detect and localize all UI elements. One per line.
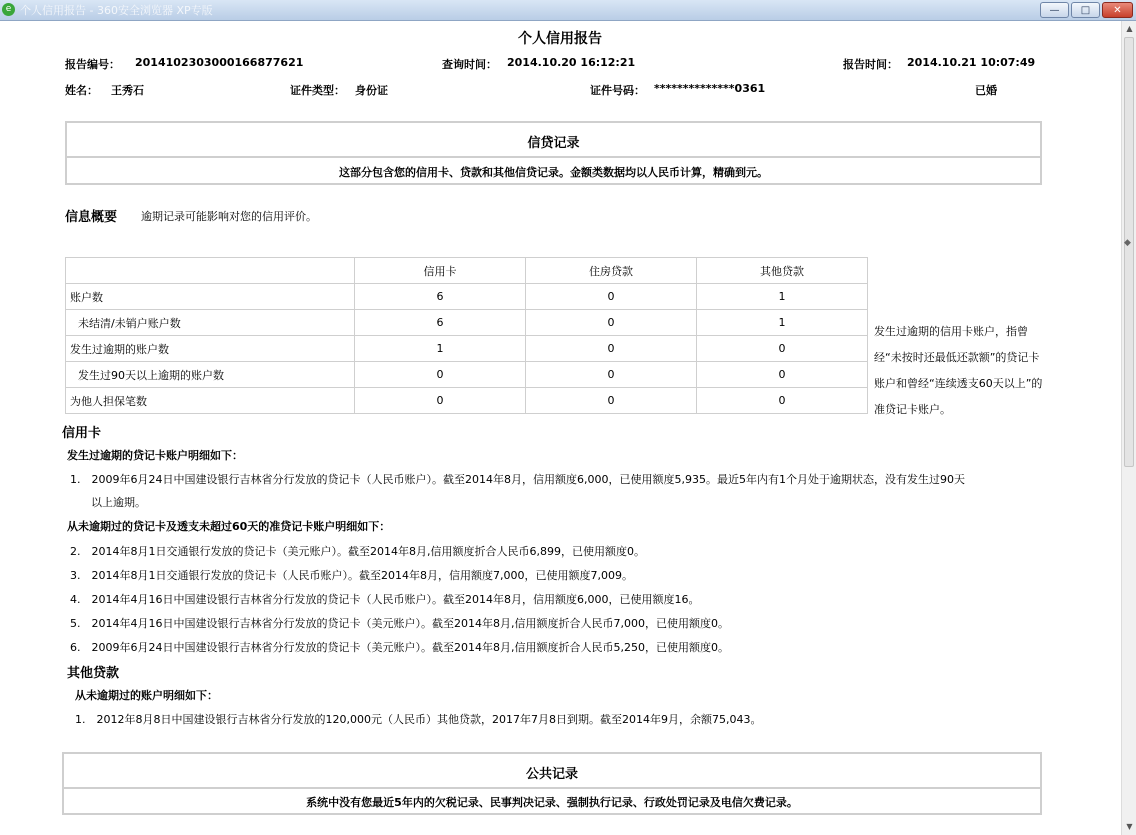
row-label: 发生过逾期的账户数 <box>66 336 355 362</box>
public-record-heading: 公共记录 <box>525 767 578 782</box>
name-label: 姓名： <box>65 84 98 97</box>
name-value: 王秀石 <box>111 84 144 97</box>
table-row <box>66 310 868 336</box>
scroll-thumb[interactable] <box>1124 37 1134 467</box>
close-button[interactable]: ✕ <box>1102 2 1133 18</box>
table-cell: 0 <box>526 336 697 362</box>
table-cell: 0 <box>355 388 526 414</box>
list-item <box>70 615 729 631</box>
item-text-continued: 以上逾期。 <box>91 496 146 509</box>
browser-icon: e <box>2 3 15 16</box>
table-header-cell <box>66 258 355 284</box>
window-titlebar <box>0 0 1136 21</box>
credit-record-desc: 这部分包含您的信用卡、贷款和其他信贷记录。金额类数据均以人民币计算，精确到元。 <box>339 166 768 179</box>
row-label: 未结清/未销户账户数 <box>66 310 355 336</box>
item-number: 1. <box>70 473 81 486</box>
list-item <box>70 567 633 583</box>
row-label: 账户数 <box>66 284 355 310</box>
credit-card-heading: 信用卡 <box>62 426 102 441</box>
public-record-desc: 系统中没有您最近5年内的欠税记录、民事判决记录、强制执行记录、行政处罚记录及电信欠费记录。 <box>306 796 798 809</box>
table-header-row <box>66 258 868 284</box>
credit-record-heading: 信贷记录 <box>527 136 580 151</box>
table-cell: 6 <box>355 284 526 310</box>
table-cell: 1 <box>355 336 526 362</box>
scroll-up-icon[interactable]: ▲ <box>1126 24 1133 33</box>
report-title: 个人信用报告 <box>518 31 602 47</box>
item-text: 2014年4月16日中国建设银行吉林省分行发放的贷记卡（人民币账户）。截至2014年8月，信用额度6,000，已使用额度16。 <box>91 593 700 606</box>
table-cell: 0 <box>355 362 526 388</box>
table-cell: 0 <box>526 388 697 414</box>
item-number: 1. <box>75 713 86 726</box>
vertical-scrollbar[interactable] <box>1121 21 1136 835</box>
overdue-subheading: 发生过逾期的贷记卡账户明细如下： <box>67 449 243 462</box>
id-no-value: **************0361 <box>654 82 766 95</box>
table-cell: 1 <box>697 310 868 336</box>
table-row <box>66 362 868 388</box>
normal-subheading: 从未逾期过的贷记卡及透支未超过60天的准贷记卡账户明细如下： <box>67 520 391 533</box>
report-document <box>0 21 1120 835</box>
table-cell: 0 <box>526 362 697 388</box>
window-title: 个人信用报告 - 360安全浏览器 XP专版 <box>20 4 213 17</box>
table-row <box>66 388 868 414</box>
item-number: 4. <box>70 593 81 606</box>
item-text: 2014年8月1日交通银行发放的贷记卡（美元账户）。截至2014年8月,信用额度折合人民币6,899，已使用额度0。 <box>91 545 645 558</box>
id-type-value: 身份证 <box>355 84 388 97</box>
table-header-cell: 住房贷款 <box>526 258 697 284</box>
table-cell: 0 <box>697 388 868 414</box>
row-label: 为他人担保笔数 <box>66 388 355 414</box>
table-cell: 6 <box>355 310 526 336</box>
summary-heading: 信息概要 <box>65 210 118 225</box>
public-record-box <box>62 752 1042 815</box>
table-cell: 1 <box>697 284 868 310</box>
list-item <box>70 471 965 487</box>
report-no: 2014102303000166877621 <box>135 56 304 69</box>
summary-hint: 逾期记录可能影响对您的信用评价。 <box>141 210 317 223</box>
row-label: 发生过90天以上逾期的账户数 <box>66 362 355 388</box>
table-header-cell: 信用卡 <box>355 258 526 284</box>
table-cell: 0 <box>526 310 697 336</box>
diamond-icon: ◆ <box>1124 238 1131 248</box>
report-time: 2014.10.21 10:07:49 <box>907 56 1036 69</box>
item-number: 5. <box>70 617 81 630</box>
minimize-button[interactable]: — <box>1040 2 1069 18</box>
item-number: 2. <box>70 545 81 558</box>
table-cell: 0 <box>697 336 868 362</box>
report-time-label: 报告时间： <box>843 58 898 71</box>
list-item <box>75 711 761 727</box>
list-item <box>70 591 699 607</box>
id-type-label: 证件类型： <box>290 84 345 97</box>
table-cell: 0 <box>526 284 697 310</box>
maximize-button[interactable]: □ <box>1071 2 1100 18</box>
id-no-label: 证件号码： <box>590 84 645 97</box>
item-number: 6. <box>70 641 81 654</box>
query-time-label: 查询时间： <box>442 58 497 71</box>
summary-table <box>65 257 868 414</box>
item-text: 2009年6月24日中国建设银行吉林省分行发放的贷记卡（人民币账户）。截至2014年8月，信用额度6,000，已使用额度5,935。最近5年内有1个月处于逾期状态，没有发生过90天 <box>91 473 965 486</box>
list-item <box>70 639 729 655</box>
other-loans-subheading: 从未逾期过的账户明细如下： <box>75 689 218 702</box>
list-item <box>70 543 645 559</box>
table-row <box>66 284 868 310</box>
item-number: 3. <box>70 569 81 582</box>
item-text: 2009年6月24日中国建设银行吉林省分行发放的贷记卡（美元账户）。截至2014年8月,信用额度折合人民币5,250，已使用额度0。 <box>91 641 729 654</box>
overdue-note: 发生过逾期的信用卡账户，指曾经“未按时还最低还款额”的贷记卡账户和曾经“连续透支60天以上”的准贷记卡账户。 <box>874 325 1043 416</box>
report-no-label: 报告编号： <box>65 58 120 71</box>
query-time: 2014.10.20 16:12:21 <box>507 56 636 69</box>
credit-record-box <box>65 121 1042 185</box>
other-loans-heading: 其他贷款 <box>67 666 120 681</box>
item-text: 2012年8月8日中国建设银行吉林省分行发放的120,000元（人民币）其他贷款，2017年7月8日到期。截至2014年9月，余额75,043。 <box>96 713 762 726</box>
marital-status: 已婚 <box>975 84 997 97</box>
item-text: 2014年8月1日交通银行发放的贷记卡（人民币账户）。截至2014年8月，信用额度7,000，已使用额度7,009。 <box>91 569 633 582</box>
item-text: 2014年4月16日中国建设银行吉林省分行发放的贷记卡（美元账户）。截至2014年8月,信用额度折合人民币7,000，已使用额度0。 <box>91 617 729 630</box>
table-header-cell: 其他贷款 <box>697 258 868 284</box>
scroll-down-icon[interactable]: ▼ <box>1126 822 1133 831</box>
table-row <box>66 336 868 362</box>
table-cell: 0 <box>697 362 868 388</box>
